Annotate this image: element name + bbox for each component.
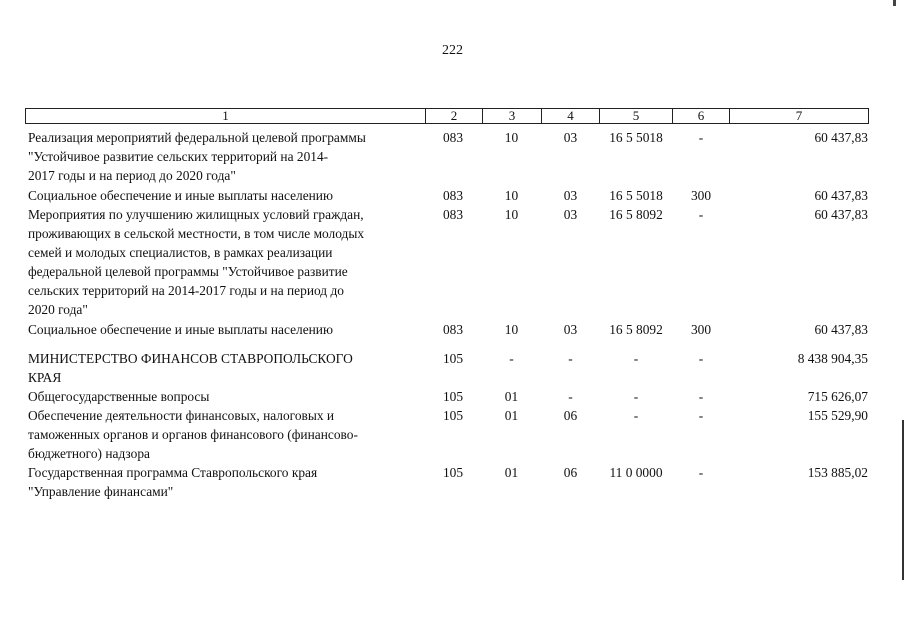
row-col-4: - <box>568 351 573 366</box>
row-amount: 153 885,02 <box>807 465 868 480</box>
row-amount: 60 437,83 <box>814 130 868 145</box>
row-name: Реализация мероприятий федеральной целевой программы "Устойчивое развитие сельских территорий на 2014- 2017 годы и на период до 2020 года" <box>28 130 366 183</box>
row-name: МИНИСТЕРСТВО ФИНАНСОВ СТАВРОПОЛЬСКОГО КРАЯ <box>28 351 353 385</box>
row-name: Обеспечение деятельности финансовых, налоговых и таможенных органов и органов финансового (финансово- бюджетного) надзора <box>28 408 358 461</box>
row-col-3: 10 <box>504 207 519 222</box>
row-col-2: 083 <box>442 188 464 203</box>
row-col-5: - <box>633 351 639 366</box>
header-col-2: 2 <box>426 109 483 123</box>
row-col-5: - <box>633 389 639 404</box>
scan-edge-mark <box>902 420 904 580</box>
row-col-3: 01 <box>504 408 519 423</box>
scan-corner-mark <box>893 0 896 6</box>
row-col-3: 10 <box>504 130 519 145</box>
row-col-2: 105 <box>442 389 464 404</box>
row-col-5: - <box>633 408 639 423</box>
row-col-5: 16 5 5018 <box>609 188 663 203</box>
row-amount: 60 437,83 <box>814 207 868 222</box>
row-col-6: - <box>698 465 704 480</box>
row-col-2: 083 <box>442 207 464 222</box>
row-col-6: - <box>698 389 704 404</box>
header-col-5: 5 <box>600 109 673 123</box>
row-name: Общегосударственные вопросы <box>28 389 210 404</box>
row-col-2: 083 <box>442 322 464 337</box>
page-number: 222 <box>442 43 463 58</box>
row-col-4: 06 <box>563 408 578 423</box>
row-col-5: 16 5 8092 <box>609 207 663 222</box>
row-name: Социальное обеспечение и иные выплаты населению <box>28 188 333 203</box>
row-amount: 60 437,83 <box>814 322 868 337</box>
row-col-3: 01 <box>504 389 519 404</box>
header-col-7: 7 <box>795 108 803 123</box>
row-amount: 60 437,83 <box>814 188 868 203</box>
row-col-3: - <box>509 351 514 366</box>
row-col-6: 300 <box>690 188 712 203</box>
row-col-2: 105 <box>442 465 464 480</box>
row-col-5: 11 0 0000 <box>609 465 663 480</box>
row-col-4: 06 <box>563 465 578 480</box>
row-col-6: - <box>698 351 704 366</box>
row-col-4: 03 <box>563 322 578 337</box>
row-name: Социальное обеспечение и иные выплаты населению <box>28 322 333 337</box>
row-amount: 8 438 904,35 <box>797 351 868 366</box>
row-col-6: - <box>698 207 704 222</box>
row-amount: 715 626,07 <box>807 389 868 404</box>
header-col-4: 4 <box>542 109 600 123</box>
row-col-4: 03 <box>563 130 578 145</box>
row-col-3: 10 <box>504 322 519 337</box>
row-col-2: 083 <box>442 130 464 145</box>
row-name: Государственная программа Ставропольского края "Управление финансами" <box>28 465 318 499</box>
header-col-6: 6 <box>673 109 730 123</box>
row-col-4: 03 <box>563 207 578 222</box>
row-col-2: 105 <box>442 351 464 366</box>
row-col-3: 01 <box>504 465 519 480</box>
row-amount: 155 529,90 <box>807 408 868 423</box>
row-name: Мероприятия по улучшению жилищных условий граждан, проживающих в сельской местности, в том числе молодых семей и молодых специалистов, в рамках реализации федеральной целевой программы "Устойчивое развитие сельских территорий на 2014-2017 годы и на период до 2020 года" <box>28 207 365 317</box>
header-col-1: 1 <box>26 109 426 123</box>
row-col-2: 105 <box>442 408 464 423</box>
row-col-4: 03 <box>563 188 578 203</box>
table-header <box>25 108 869 124</box>
header-col-3: 3 <box>483 109 542 123</box>
row-col-3: 10 <box>504 188 519 203</box>
row-col-6: 300 <box>690 322 712 337</box>
row-col-5: 16 5 5018 <box>609 130 663 145</box>
row-col-4: - <box>568 389 573 404</box>
row-col-5: 16 5 8092 <box>609 322 663 337</box>
row-col-6: - <box>698 408 704 423</box>
row-col-6: - <box>698 130 704 145</box>
